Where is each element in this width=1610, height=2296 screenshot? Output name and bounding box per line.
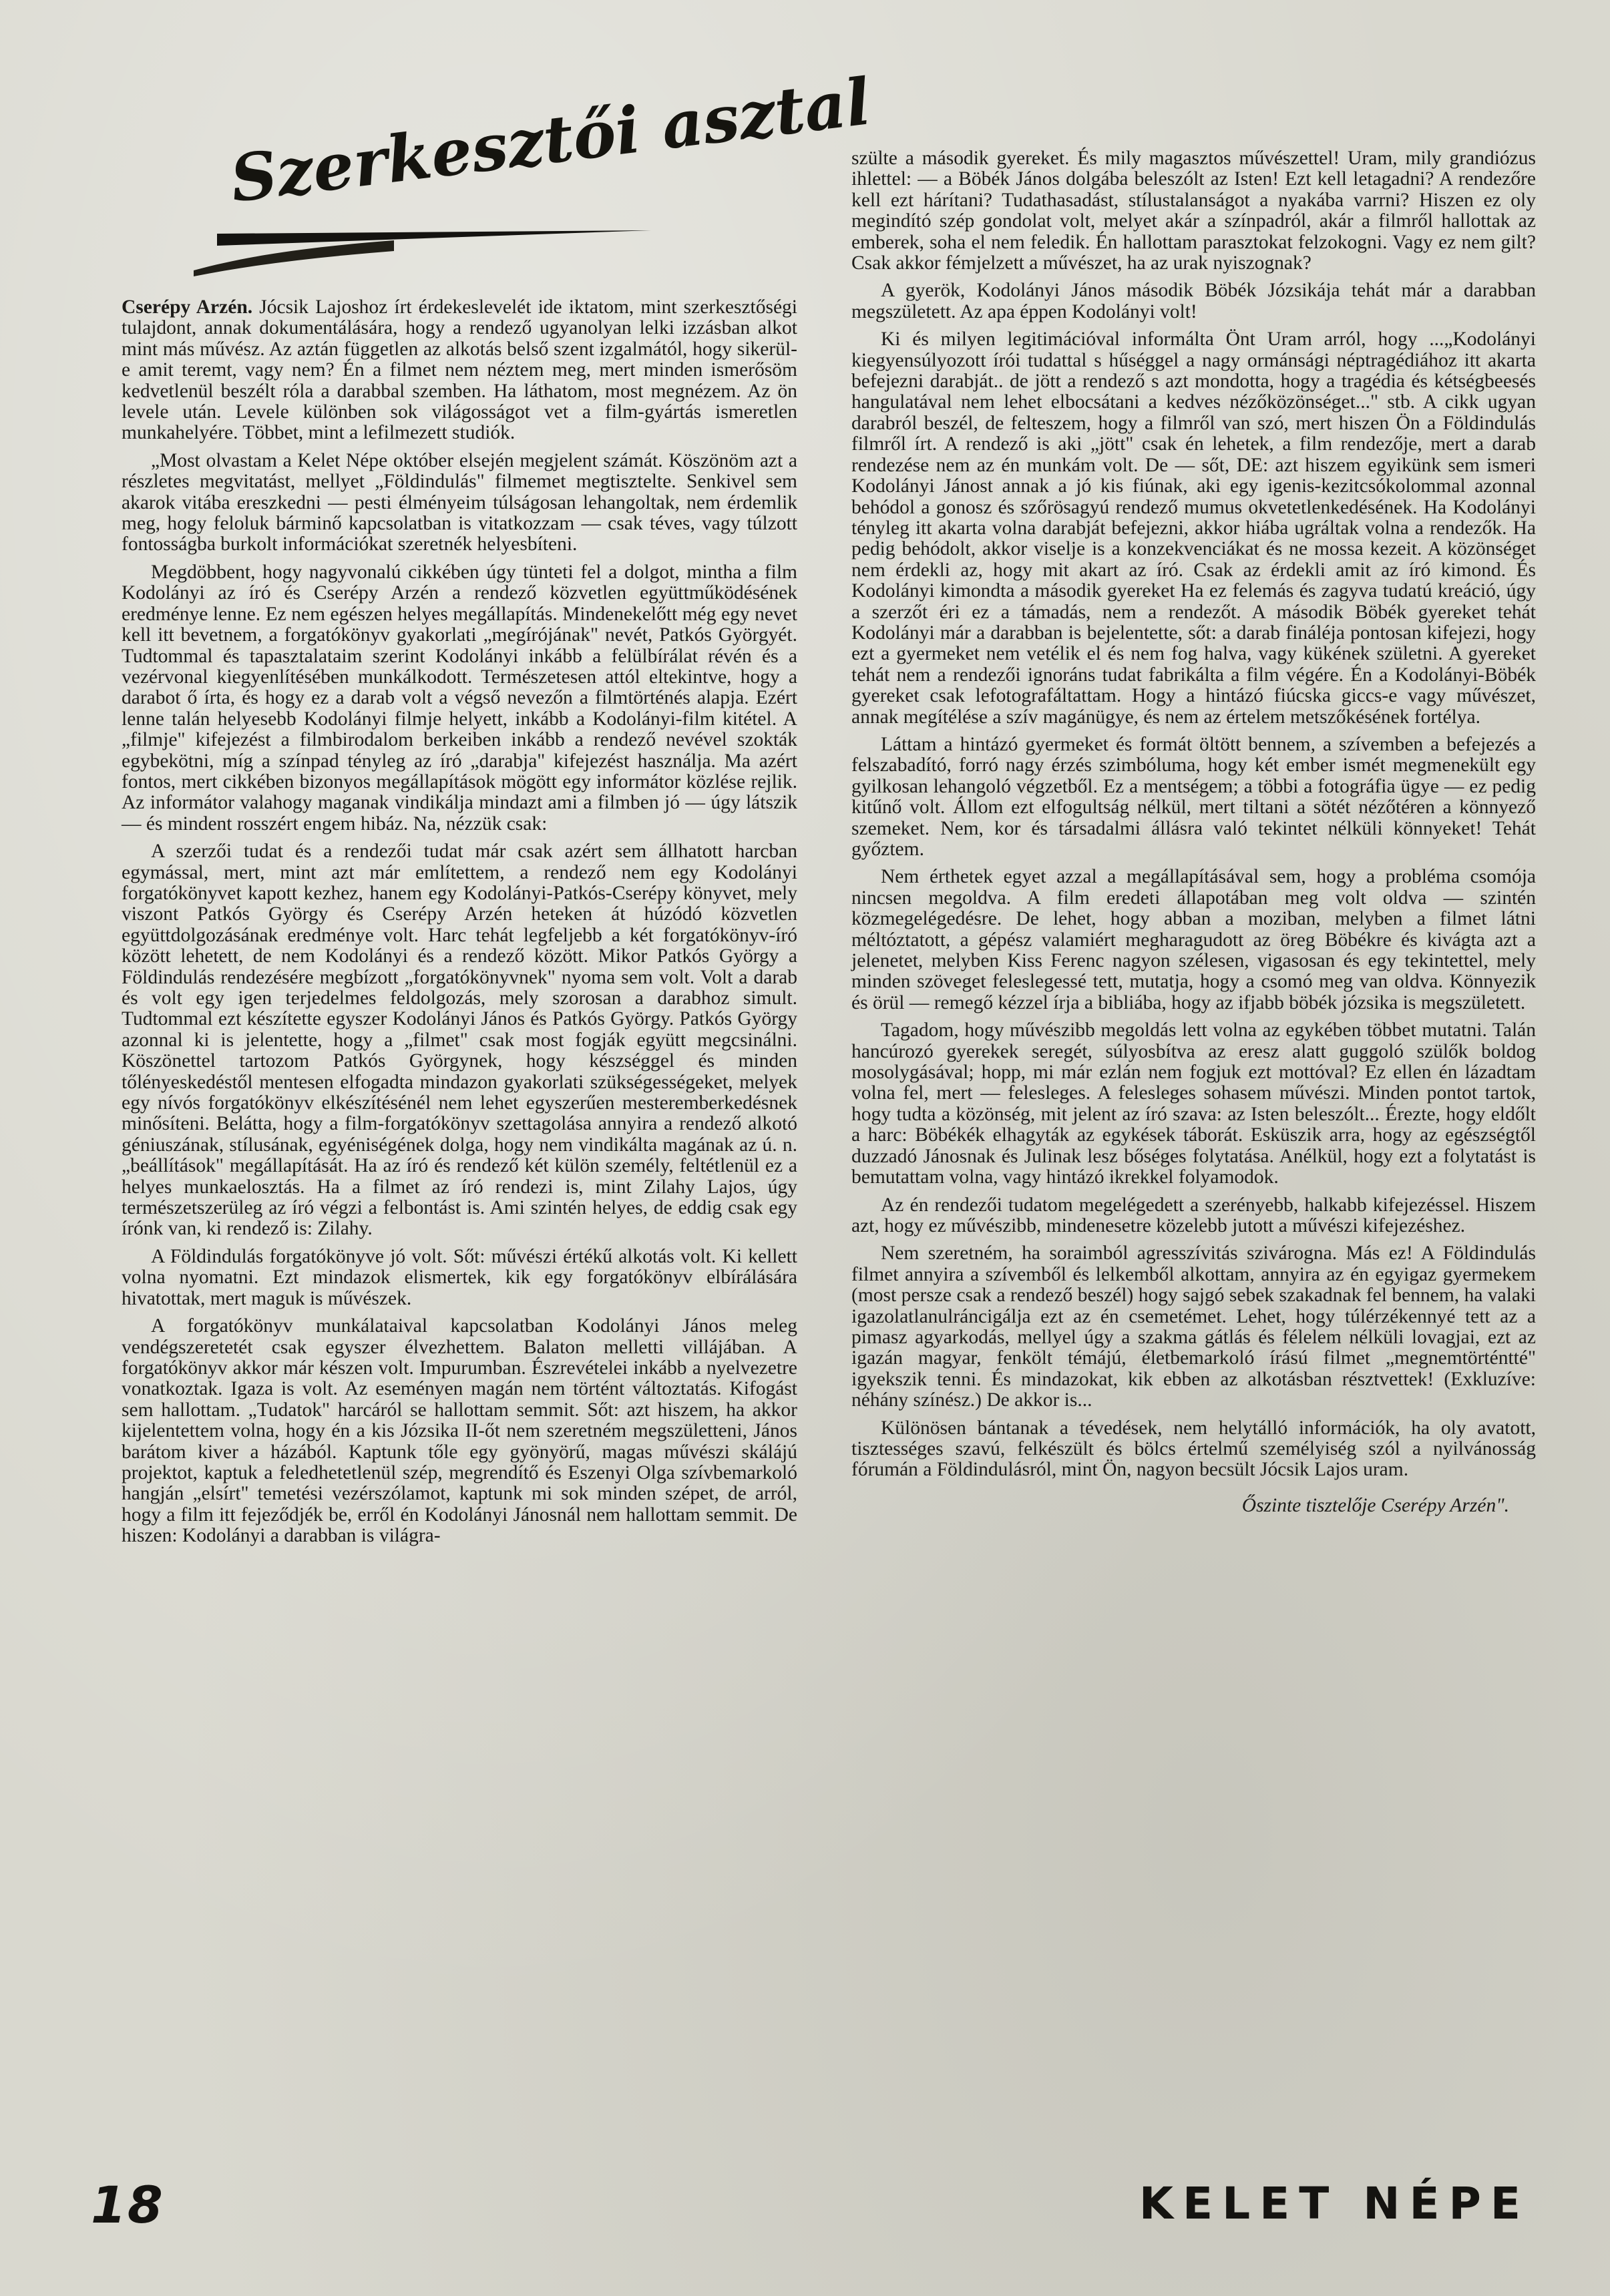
page-number: 18 <box>91 2175 164 2235</box>
letter-left-column <box>122 297 797 1547</box>
salutation-name: Cserépy Arzén. <box>122 296 253 318</box>
heading-underline-sweep <box>194 240 394 276</box>
letter-paragraph: Ki és milyen legitimációval informálta Önt Uram arról, hogy ...„Kodolányi kiegyensúlyozott írói tudattal s hűséggel a nagy ormánsági néptragédiához itt akarta befejezni darabját.. de jött a rendező s azt mondotta, hogy a tragédia és kétségbeesés hangulatával nem lehet elbocsátani a kedves nézőközönséget..." stb. A cikk ugyan darabról beszél, de felteszem, hogy a filmről van szó, mert hiszen Ön a Földindulás filmről írt. A rendező is aki „jött" csak én lehetek, a film rendezője, mert a darab rendezése nem az én munkám volt. De — sőt, DE: azt hiszem egyikünk sem ismeri Kodolányi Jánost annak a jó kis fiúnak, aki egy igenis-kezitcsókolommal azonnal behódol a gonosz és szőrösagyú rendező mumus okvetetlenkedésének. Ha Kodolányi tényleg itt akarta volna darabját befejezni, akkor hiába ugráltak volna a rendezők. Ha pedig behódolt, akkor viselje is a konzekvenciákat és ne mossa kezeit. A közönséget nem érdekli az, hogy mit akart az író. Csak az érdekli amit az író kimond. És Kodolányi kimondta a második gyereket Ha ez felemás és zagyva tudatú kreáció, úgy a szerzőt éri ez a támadás, nem a rendezőt. A második Böbék gyereket tehát Kodolányi már a darabban is bejelentette, sőt: a darab fináléja pontosan kifejezi, hogy ezt a gyermeket nem vetélik el és nem fog halva, vagy kükének születni. A gyereket tehát nem a rendezői ignoráns tudat fabrikálta a film végére. Én a Kodolányi-Böbék gyereket csak lefotografáltattam. Hogy a hintázó fiúcska giccs-e vagy művészet, annak megítélése a szív magánügye, és nem az értelem metszőkésének fortélya. <box>851 328 1536 728</box>
letter-right-column <box>851 148 1536 1516</box>
letter-paragraph <box>122 297 797 444</box>
letter-signature: Őszinte tisztelője Cserépy Arzén". <box>1241 1494 1509 1516</box>
letter-paragraph: A Földindulás forgatókönyve jó volt. Sőt: művészi értékű alkotás volt. Ki kellett volna nyomatni. Ezt mindazok elismertek, kik egy forgatókönyv elbírálására hivatottak, mert maguk is művészek. <box>122 1245 797 1309</box>
letter-paragraph: szülte a második gyereket. És mily magasztos művészettel! Uram, mily grandiózus ihlettel: — a Böbék János dolgába beleszólt az Isten! Ezt kell letagadni? A rendezőre kell ezt hárítani? Tudathasadást, stílustalanságot a nyakába varrni? Hiszen ez oly megindító szép gondolat volt, melyet akár a színpadról, akár a filmről hallottak az emberek, soha el nem feledik. Én hallottam parasztokat felzokogni. Vagy ez nem gilt? Csak akkor fémjelzett a művészet, ha az urak nyiszognak? <box>851 148 1536 274</box>
letter-paragraph: Megdöbbent, hogy nagyvonalú cikkében úgy tünteti fel a dolgot, mintha a film Kodolányi az író és Cserépy Arzén a rendező közvetlen együttműködésének eredménye lenne. Ez nem egészen helyes megállapítás. Mindenekelőtt még egy nevet kell itt bevetnem, a forgatókönyv gyakorlati „megírójának" nevét, Patkós Györgyét. Tudtommal és tapasztalataim szerint Kodolányi inkább a felülbírálat révén és a vezérvonal kiegyenlítésében munkálkodott. Természetesen attól eltekintve, hogy a darabot ő írta, és hogy ez a darab volt a végső nevezőn a filmtörténés alapja. Ezért lenne talán helyesebb Kodolányi filmje helyett, inkább a Kodolányi-film kitétel. A „filmje" kifejezést a filmbirodalom berkeiben inkább a rendező nevével szokták egybekötni, míg a színpad tényleg az író „darabja" kifejezést használja. Ma azért fontos, mert cikkében bizonyos megállapítások mögött egy informátor közlése rejlik. Az informátor valahogy maganak vindikálja mindazt ami a filmben jó — úgy látszik — és mindent rosszért engem hibáz. Na, nézzük csak: <box>122 561 797 835</box>
letter-paragraph: Tagadom, hogy művészibb megoldás lett volna az egykében többet mutatni. Talán hancúrozó gyerekek seregét, súlyosbítva az eresz alatt guggoló szülők boldog mosolygásával; hopp, mi már ezlán nem fogjuk ezt mottóval? Ez ellen én lázadtam volna fel, mert — felesleges. A felesleges sohasem művészi. Minden pontot tartok, hogy tudta a közönség, mit jelent az író szava: az Isten beleszólt... Érezte, hogy eldőlt a harc: Böbékék elhagyták az egykések táborát. Esküszik arra, hogy az egészségtől duzzadó Jánosnak és Julinak lesz bőséges folytatása. Anélkül, hogy ezt a folytatást is bemutattam volna, vagy hintázó ikrekkel folyamodok. <box>851 1019 1536 1188</box>
letter-paragraph: Láttam a hintázó gyermeket és formát öltött bennem, a szívemben a befejezés a felszabadító, forró nagy érzés szimbóluma, hogy két ember ismét megmenekült egy gyilkosan lehangoló végzetből. Ez a mentségem; a többi a fotográfia ügye — ez pedig kitűnő volt. Állom ezt elfogultság nélkül, mert tiltani a sötét nézőtéren a könnyező szemeket. Nem, kor és társadalmi állásra való tekintet nélküli könnyeket! Tehát győztem. <box>851 733 1536 860</box>
publication-name: KELET NÉPE <box>1139 2178 1530 2229</box>
letter-paragraph: A forgatókönyv munkálataival kapcsolatban Kodolányi János meleg vendégszeretetét csak egyszer élvezhettem. Balaton melletti villájában. A forgatókönyv akkor már készen volt. Impurumban. Észrevételei inkább a nyelvezetre vonatkoztak. Igaza is volt. Az eseményen magán nem történt változtatás. Kifogást sem hallottam. „Tudatok" harcáról se hallottam semmit. Sőt: azt hiszem, ha akkor kijelentettem volna, hogy én a kis Józsika II-őt nem szeretném megszületteni, János barátom kiver a házából. Kaptunk tőle egy gyönyörű, magas művészi skálájú projektot, kaptuk a feledhetetlenül szép, megrendítő és Eszenyi Olga szívbemarkoló hangján „elsírt" temetési vezérszólamot, kaptunk mi sok minden szépet, de arról, hogy a film itt fejeződjék be, erről én Kodolányi Jánosnál nem hallottam semmit. De hiszen: Kodolányi a darabban is világra- <box>122 1315 797 1547</box>
letter-paragraph: Különösen bántanak a tévedések, nem helytálló információk, ha oly avatott, tisztességes szavú, felkészült és bölcs értelmű személyiség szól a nyilvánosság fórumán a Földindulásról, mint Ön, nagyon becsült Jócsik Lajos uram. <box>851 1417 1536 1481</box>
column-heading-art <box>154 63 875 307</box>
column-heading <box>154 63 875 307</box>
heading-underline-stroke <box>217 230 651 246</box>
letter-paragraph: A szerzői tudat és a rendezői tudat már csak azért sem állhatott harcban egymással, mert, mint azt már említettem, a rendező nem egy Kodolányi forgatókönyvet kapott kezhez, hanem egy Kodolányi-Patkós-Cserépy könyvet, mely viszont Patkós György és Cserépy Arzén heteken át húzódó közvetlen együttdolgozásának eredménye volt. Harc tehát legfeljebb a két forgatókönyv-író között lehetett, de nem Kodolányi és a rendező között. Mikor Patkós György a Földindulás rendezésére megbízott „forgatókönyvnek" nyoma sem volt. Volt a darab és volt egy igen terjedelmes feldolgozás, mely szorosan a darabhoz simult. Tudtommal ezt készítette egyszer Kodolányi János és Patkós György. Patkós György azonnal ki is jelentette, hogy a „filmet" csak most fogják együtt megcsinálni. Köszönettel tartozom Patkós Györgynek, hogy készséggel és minden tőlényeskedéstől mentesen elfogadta mindazon gyakorlati szükségességeket, melyek egy nívós forgatókönyv elkészítésénél nem lehet egyszerűen mesteremberkedésnek minősíteni. Belátta, hogy a film-forgatókönyv szettagolása annyira a rendező alkotó géniuszának, stílusának, egyéniségének dolga, hogy nem vindikálta magának az ú. n. „beállítások" megállapítását. Ha az író és rendező két külön személy, feltétlenül ez a helyes munkaelosztás. Ha a filmet az író rendezi is, mint Zilahy Lajos, úgy természetszerüleg az író végzi a felbontást is. Ami szintén helyes, de eddig csak egy írónk van, ki rendező is: Zilahy. <box>122 841 797 1240</box>
letter-paragraph: Nem szeretném, ha soraimból agresszívitás szivárogna. Más ez! A Földindulás filmet annyira a szívemből és lelkemből alkottam, annyira az én egyigaz gyermekem (most persze csak a rendező beszél) hogy sajgó sebek szakadnak fel bennem, ha valaki igazolatlanulráncigálja ezt az én csemetémet. Lehet, hogy túlérzékennyé tett az a pimasz agyarkodás, mellyel úgy a szakma gátlás és félelem nélküli lovagjai, ezt az igazán magyar, fenkölt témájú, életbemarkoló írású filmet „megnemtörténtté" igyekszik tenni. És mindazokat, kik ebben az alkotásban résztvettek! (Exkluzíve: néhány színész.) De akkor is... <box>851 1242 1536 1411</box>
letter-paragraph-text: Jócsik Lajoshoz írt érdekeslevelét ide iktatom, mint szerkesztőségi tulajdont, annak dokumentálására, hogy a rendező ugyanolyan lelki izzásban alkot mint más művész. Az aztán független az alkotás belső szent izgalmától, hogy sikerül-e amit teremt, vagy nem? Én a filmet nem néztem meg, mert minden ismerősöm kedvetlenül beszélt róla a darabbal szemben. Ha láthatom, most megnézem. Az ön levele után. Levele különben sok világosságot vet a film-gyártás ismeretlen munkahelyére. Többet, mint a lefilmezett studiók. <box>122 296 798 444</box>
letter-paragraph: „Most olvastam a Kelet Népe október elsején megjelent számát. Köszönöm azt a részletes megvitatást, mellyet „Földindulás" filmemet megtisztelte. Senkivel sem akarok vitába ereszkedni — pesti élményeim túlságosan lehangoltak, nem érdemlik meg, hogy feloluk bárminő kapcsolatban is vitatkozzam — csak téves, vagy túlzott fontosságba burkolt információkat szeretnék helyesbíteni. <box>122 449 797 555</box>
letter-paragraph: A gyerök, Kodolányi János második Böbék Józsikája tehát már a darabban megszületett. Az apa éppen Kodolányi volt! <box>851 280 1536 322</box>
letter-paragraph: Az én rendezői tudatom megelégedett a szerényebb, halkabb kifejezéssel. Hiszem azt, hogy ez művészibb, mindenesetre közelebb jutott a művészi kifejezéshez. <box>851 1194 1536 1236</box>
letter-paragraph: Nem érthetek egyet azzal a megállapításával sem, hogy a probléma csomója nincsen megoldva. A film eredeti állapotában meg volt oldva — szintén közmegelégedésre. De lehet, hogy abban a moziban, melyben a filmet látni méltóztatott, a gépész valamiért megharagudott az öreg Böbékre és kivágta azt a jelenetet, melyben Kiss Ferenc nagyon szélesen, vigasosan és egy tekintettel, mely minden szöveget feleslegessé tett, mutatja, hogy a csomó meg van oldva. Könnyezik és örül — remegő kézzel írja a bibliába, hogy az ifjabb böbék józsika is megszületett. <box>851 866 1536 1013</box>
column-heading-title: Szerkesztői asztal <box>226 63 875 217</box>
